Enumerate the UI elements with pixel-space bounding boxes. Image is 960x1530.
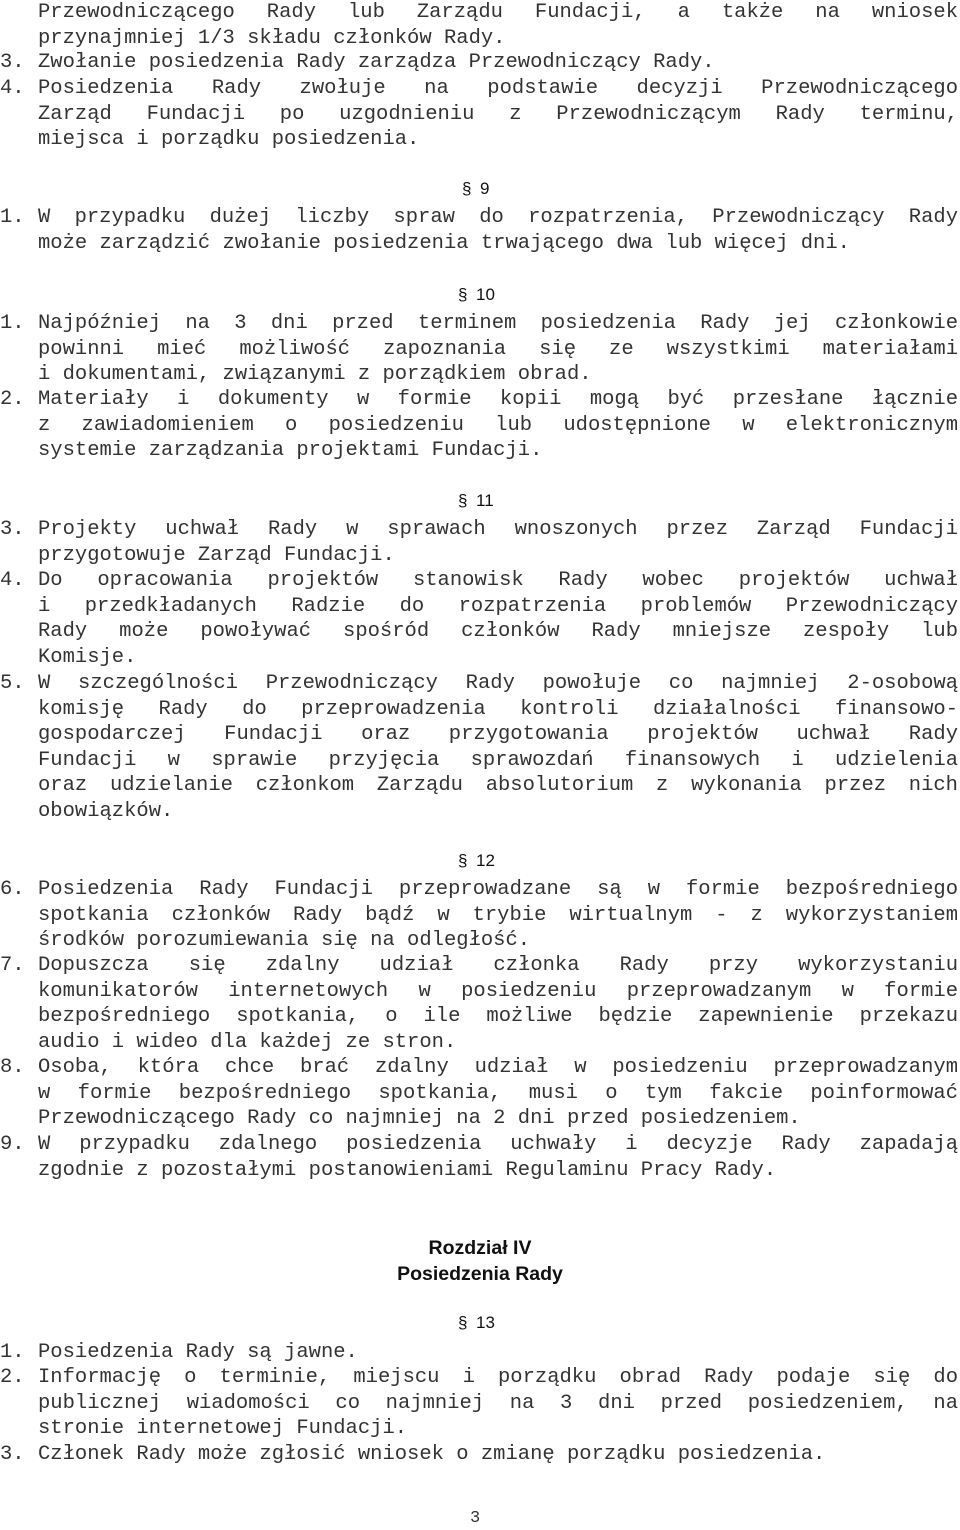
item-number: 3. [0, 51, 25, 74]
text-line: oraz udzielanie członkom Zarządu absolutorium z wykonania przez nich [38, 774, 958, 797]
item-number: 5. [0, 672, 25, 695]
item-number: 7. [0, 954, 25, 977]
item-text [38, 1055, 958, 1132]
text-line: Komisje. [38, 645, 137, 669]
text-line: przygotowuje Zarząd Fundacji. [38, 543, 395, 567]
section-heading-13 [458, 1312, 495, 1334]
section-number: 12 [476, 851, 495, 870]
text-line: zgodnie z pozostałymi postanowieniami Regulaminu Pracy Rady. [38, 1158, 777, 1182]
text-line: Do opracowania projektów stanowisk Rady wobec projektów uchwał [38, 569, 958, 592]
text-line: Informację o terminie, miejscu i porządku obrad Rady podaje się do [38, 1366, 958, 1389]
section-heading-9 [462, 178, 489, 200]
text-line: W szczególności Przewodniczący Rady powołuje co najmniej 2-osobową [38, 672, 958, 695]
text-line: powinni mieć możliwość zapoznania się ze wszystkimi materiałami [38, 337, 958, 361]
section-number: 9 [480, 179, 490, 198]
item-number: 2. [0, 388, 25, 411]
continuation-paragraph [38, 0, 958, 51]
item-number: 9. [0, 1133, 25, 1156]
section-number: 10 [476, 285, 495, 304]
section-symbol: § [462, 179, 472, 198]
text-line: W przypadku dużej liczby spraw do rozpatrzenia, Przewodniczący Rady [38, 206, 958, 229]
item-number: 1. [0, 206, 25, 229]
section-symbol: § [458, 1313, 468, 1332]
item-text [38, 1132, 958, 1183]
text-line: Osoba, która chce brać zdalny udział w posiedzeniu przeprowadzanym [38, 1056, 958, 1079]
text-line: Posiedzenia Rady są jawne. [38, 1341, 358, 1364]
item-number: 8. [0, 1056, 25, 1079]
text-line: i przedkładanych Radzie do rozpatrzenia problemów Przewodniczący [38, 594, 958, 618]
item-text [38, 205, 958, 256]
text-line: Materiały i dokumenty w formie kopii mogą być przesłane łącznie [38, 388, 958, 411]
text-line: w formie bezpośredniego spotkania, musi o tym fakcie poinformować [38, 1081, 958, 1105]
item-text [38, 517, 958, 568]
item-text [38, 671, 958, 824]
item-text [38, 76, 958, 153]
item-text [38, 1365, 958, 1442]
item-text [38, 387, 958, 464]
text-line: bezpośredniego spotkania, o ile możliwe będzie zapewnienie przekazu [38, 1005, 958, 1028]
text-line: obowiązków. [38, 799, 174, 823]
text-line: Fundacji w sprawie przyjęcia sprawozdań finansowych i udzielenia [38, 748, 958, 772]
chapter-subtitle: Posiedzenia Rady [397, 1263, 563, 1285]
section-symbol: § [458, 851, 468, 870]
text-line: Najpóźniej na 3 dni przed terminem posiedzenia Rady jej członkowie [38, 312, 958, 335]
text-line: publicznej wiadomości co najmniej na 3 dni przed posiedzeniem, na [38, 1391, 958, 1415]
text-line: W przypadku zdalnego posiedzenia uchwały i decyzje Rady zapadają [38, 1133, 958, 1156]
item-text [38, 311, 958, 388]
item-number: 2. [0, 1366, 25, 1389]
text-line: audio i wideo dla każdej ze stron. [38, 1030, 457, 1054]
text-line: Zarząd Fundacji po uzgodnieniu z Przewodniczącym Rady terminu, [38, 102, 958, 126]
item-text [38, 1340, 958, 1366]
item-number: 3. [0, 1442, 25, 1466]
item-number: 4. [0, 77, 25, 100]
item-text [38, 50, 958, 76]
text-line: stronie internetowej Fundacji. [38, 1417, 408, 1440]
section-symbol: § [458, 285, 468, 304]
text-line: Zwołanie posiedzenia Rady zarządza Przewodniczący Rady. [38, 51, 715, 74]
text-line: Przewodniczącego Rady co najmniej na 2 dni przed posiedzeniem. [38, 1107, 801, 1130]
text-line: może zarządzić zwołanie posiedzenia trwającego dwa lub więcej dni. [38, 231, 850, 255]
page-number: 3 [470, 1509, 481, 1528]
text-line: Posiedzenia Rady zwołuje na podstawie decyzji Przewodniczącego [38, 77, 958, 100]
text-line: Dopuszcza się zdalny udział członka Rady przy wykorzystaniu [38, 954, 958, 977]
item-text [38, 568, 958, 670]
text-line: Projekty uchwał Rady w sprawach wnoszonych przez Zarząd Fundacji [38, 518, 958, 541]
section-number: 11 [476, 491, 494, 510]
item-text [38, 953, 958, 1055]
text-line: Posiedzenia Rady Fundacji przeprowadzane są w formie bezpośredniego [38, 878, 958, 901]
item-number: 1. [0, 312, 25, 335]
section-symbol: § [458, 491, 468, 510]
item-number: 4. [0, 569, 25, 592]
text-line: systemie zarządzania projektami Fundacji. [38, 439, 543, 462]
section-heading-10 [458, 284, 495, 306]
text-line: z zawiadomieniem o posiedzeniu lub udostępnione w elektronicznym [38, 413, 958, 437]
text-line: i dokumentami, związanymi z porządkiem obrad. [38, 363, 592, 386]
item-number: 3. [0, 518, 25, 541]
chapter-title: Rozdział IV [428, 1237, 532, 1259]
text-line: Przewodniczącego Rady lub Zarządu Fundacji, a także na wniosek [38, 1, 958, 24]
text-line: gospodarczej Fundacji oraz przygotowania projektów uchwał Rady [38, 723, 958, 746]
text-line: środków porozumiewania się na odległość. [38, 929, 531, 952]
text-line: przynajmniej 1/3 składu członków Rady. [38, 26, 506, 50]
item-number: 6. [0, 878, 25, 901]
text-line: spotkania członków Rady bądź w trybie wirtualnym - z wykorzystaniem [38, 903, 958, 927]
item-number: 1. [0, 1341, 25, 1364]
item-text [38, 1442, 958, 1468]
item-text [38, 877, 958, 954]
section-heading-11 [458, 490, 494, 512]
text-line: komisję Rady do przeprowadzenia kontroli działalności finansowo- [38, 697, 958, 721]
section-number: 13 [476, 1313, 495, 1332]
section-heading-12 [458, 850, 495, 872]
text-line: komunikatorów internetowych w posiedzeniu przeprowadzanym w formie [38, 979, 958, 1003]
text-line: Rady może powoływać spośród członków Rady mniejsze zespoły lub [38, 620, 958, 643]
text-line: miejsca i porządku posiedzenia. [38, 128, 420, 151]
text-line: Członek Rady może zgłosić wniosek o zmianę porządku posiedzenia. [38, 1442, 826, 1466]
